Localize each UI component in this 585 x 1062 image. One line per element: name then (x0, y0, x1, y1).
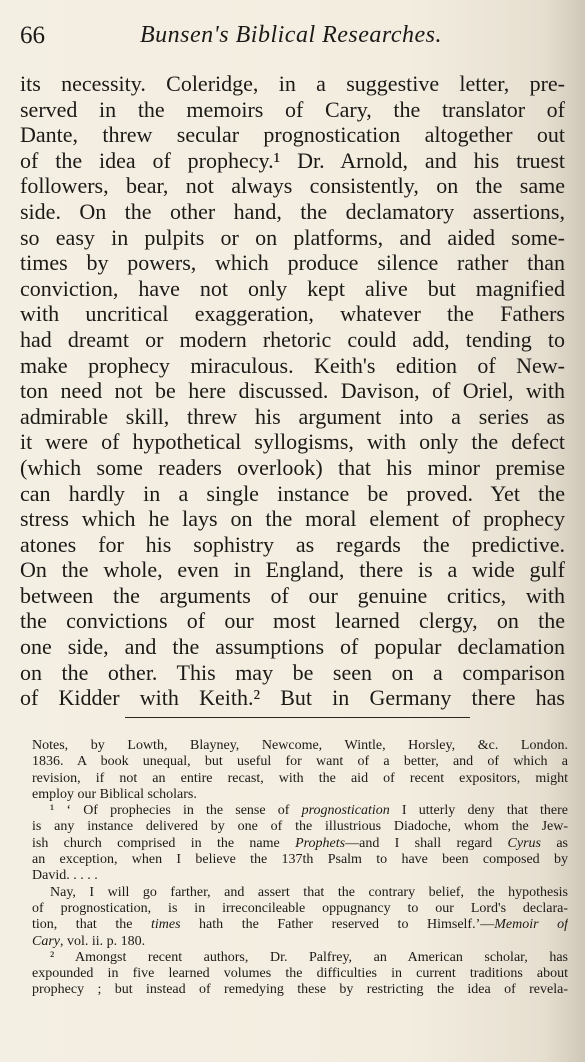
text-line: can hardly in a single instance be proved. Yet the (20, 480, 565, 506)
footnote-1-line: Nay, I will go farther, and assert that the contrary belief, the hypothesis (50, 884, 568, 900)
footnote-italic: Prophets (295, 835, 346, 851)
footnote-text: ish church comprised in the name (32, 835, 296, 851)
text-line: admirable skill, threw his argument into a series as (20, 403, 565, 429)
text-line: Dante, threw secular prognostication altogether out (20, 122, 565, 148)
footnote-1-line (32, 917, 568, 933)
footnote-divider (125, 717, 470, 718)
footnote-1-line (32, 934, 568, 950)
footnote-line: 1836. A book unequal, but useful for want of a better, and of which a (32, 754, 568, 770)
text-line: one side, and the assumptions of popular declamation (20, 634, 565, 660)
text-line: atones for his sophistry as regards the predictive. (20, 531, 565, 557)
footnote-text: I utterly deny that there (389, 803, 568, 819)
footnote-italic: Memoir of (494, 917, 568, 933)
footnote-italic: Cary (32, 933, 60, 949)
text-line: side. On the other hand, the declamatory assertions, (20, 198, 565, 224)
footnote-2-line: expounded in five learned volumes the difficulties in current traditions about (32, 966, 568, 982)
footnote-1-line: an exception, when I believe the 137th Psalm to have been composed by (32, 852, 568, 868)
text-line: the convictions of our most learned clergy, on the (20, 608, 565, 634)
text-line: times by powers, which produce silence rather than (20, 250, 565, 276)
text-line: followers, bear, not always consistently, on the same (20, 173, 565, 199)
text-line: conviction, have not only kept alive but magnified (20, 275, 565, 301)
text-line: served in the memoirs of Cary, the translator of (20, 96, 565, 122)
footnote-line: Notes, by Lowth, Blayney, Newcome, Wintle, Horsley, &c. London. (32, 738, 568, 753)
page-number: 66 (20, 22, 45, 49)
footnote-1-line: is any instance delivered by one of the illustrious Diadoche, whom the Jew- (32, 819, 568, 835)
main-text (20, 71, 565, 711)
text-line: of the idea of prophecy.¹ Dr. Arnold, and his truest (20, 147, 565, 173)
footnote-line: revision, if not an entire recast, with the aid of recent expositors, might (32, 770, 568, 786)
text-line: On the whole, even in England, there is a wide gulf (20, 557, 565, 583)
text-line: with uncritical exaggeration, whatever the Fathers (20, 301, 565, 327)
footnote-1-line (32, 836, 568, 852)
footnote-1-line (32, 803, 568, 819)
text-line: make prophecy miraculous. Keith's edition of New- (20, 352, 565, 378)
text-line: it were of hypothetical syllogisms, with only the defect (20, 429, 565, 455)
footnotes (32, 738, 568, 999)
footnote-text: as (541, 835, 568, 851)
footnote-line: employ our Biblical scholars. (32, 786, 197, 802)
text-line: of Kidder with Keith.² But in Germany there has (20, 685, 565, 711)
footnote-1-line: David. . . . . (32, 868, 98, 884)
footnote-italic: times (150, 917, 181, 933)
text-line: its necessity. Coleridge, in a suggestive letter, pre- (20, 71, 565, 96)
footnote-text: —and I shall regard (345, 835, 508, 851)
text-line: on the other. This may be seen on a comparison (20, 659, 565, 685)
page-header (20, 20, 540, 60)
footnote-text: tion, that the (32, 917, 151, 933)
footnote-text: ¹ ‘ Of prophecies in the sense of (50, 803, 302, 819)
text-line: had dreamt or modern rhetoric could add, tending to (20, 326, 565, 352)
text-line: so easy in pulpits or on platforms, and aided some- (20, 224, 565, 250)
text-line: ton need not be here discussed. Davison, of Oriel, with (20, 378, 565, 404)
text-line: (which some readers overlook) that his minor premise (20, 454, 565, 480)
footnote-text: , vol. ii. p. 180. (60, 933, 146, 949)
footnote-text: hath the Father reserved to Himself.’— (180, 917, 495, 933)
footnote-2-line: prophecy ; but instead of remedying these by restricting the idea of revela- (32, 982, 568, 998)
footnote-1-line: of prognostication, is in irreconcileable oppugnancy to our Lord's declara- (32, 900, 568, 916)
text-line: stress which he lays on the moral element of prophecy (20, 506, 565, 532)
footnote-italic: prognostication (301, 803, 390, 819)
footnote-italic: Cyrus (507, 835, 541, 851)
running-title: Bunsen's Biblical Researches. (140, 22, 443, 48)
footnote-2-line: ² Amongst recent authors, Dr. Palfrey, an American scholar, has (50, 949, 568, 965)
text-line: between the arguments of our genuine critics, with (20, 582, 565, 608)
